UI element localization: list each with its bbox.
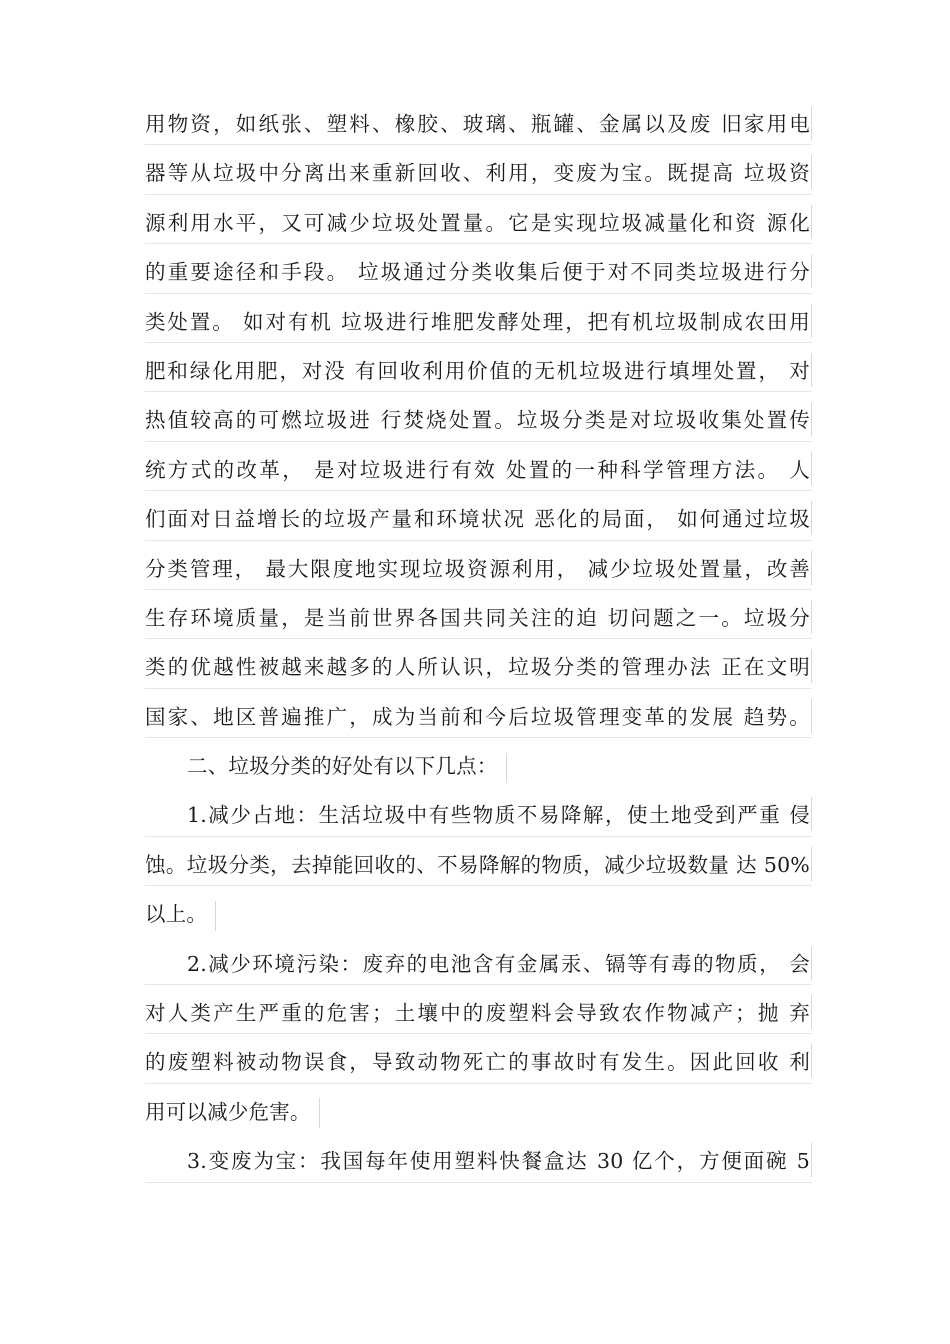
text-line: 类的优越性被越来越多的人所认识，垃圾分类的管理办法 正在文明 [145, 643, 810, 692]
text-line: 以上。 [145, 890, 810, 939]
text-line: 1.减少占地：生活垃圾中有些物质不易降解，使土地受到严重 侵 [145, 791, 810, 840]
text-line: 器等从垃圾中分离出来重新回收、利用，变废为宝。既提高 垃圾资 [145, 149, 810, 198]
text-line: 用可以减少危害。 [145, 1088, 810, 1137]
text-line: 国家、地区普遍推广，成为当前和今后垃圾管理变革的发展 趋势。 [145, 693, 810, 742]
text-line: 分类管理， 最大限度地实现垃圾资源利用， 减少垃圾处置量，改善 [145, 545, 810, 594]
text-line: 生存环境质量，是当前世界各国共同关注的迫 切问题之一。垃圾分 [145, 594, 810, 643]
text-line: 对人类产生严重的危害；土壤中的废塑料会导致农作物减产；抛 弃 [145, 989, 810, 1038]
text-line: 蚀。垃圾分类，去掉能回收的、不易降解的物质，减少垃圾数量 达 50% [145, 841, 810, 890]
point-waste-to-treasure [145, 1137, 810, 1186]
text-line: 源利用水平，又可减少垃圾处置量。它是实现垃圾减量化和资 源化 [145, 199, 810, 248]
text-line: 3.变废为宝：我国每年使用塑料快餐盒达 30 亿个，方便面碗 5 [145, 1137, 810, 1186]
text-line: 们面对日益增长的垃圾产量和环境状况 恶化的局面， 如何通过垃圾 [145, 495, 810, 544]
text-line: 类处置。 如对有机 垃圾进行堆肥发酵处理，把有机垃圾制成农田用 [145, 298, 810, 347]
text-line: 统方式的改革， 是对垃圾进行有效 处置的一种科学管理方法。 人 [145, 446, 810, 495]
text-line: 2.减少环境污染：废弃的电池含有金属汞、镉等有毒的物质， 会 [145, 940, 810, 989]
text-line: 热值较高的可燃垃圾进 行焚烧处置。垃圾分类是对垃圾收集处置传 [145, 396, 810, 445]
document-body [145, 100, 810, 1187]
paragraph-waste-sorting-overview [145, 100, 810, 742]
text-line: 用物资，如纸张、塑料、橡胶、玻璃、瓶罐、金属以及废 旧家用电 [145, 100, 810, 149]
section-heading: 二、垃圾分类的好处有以下几点： [145, 742, 810, 791]
text-line: 的重要途径和手段。 垃圾通过分类收集后便于对不同类垃圾进行分 [145, 248, 810, 297]
point-reduce-pollution [145, 940, 810, 1138]
text-line: 的废塑料被动物误食，导致动物死亡的事故时有发生。因此回收 利 [145, 1038, 810, 1087]
point-reduce-land-use [145, 791, 810, 939]
text-line: 肥和绿化用肥，对没 有回收利用价值的无机垃圾进行填埋处置， 对 [145, 347, 810, 396]
